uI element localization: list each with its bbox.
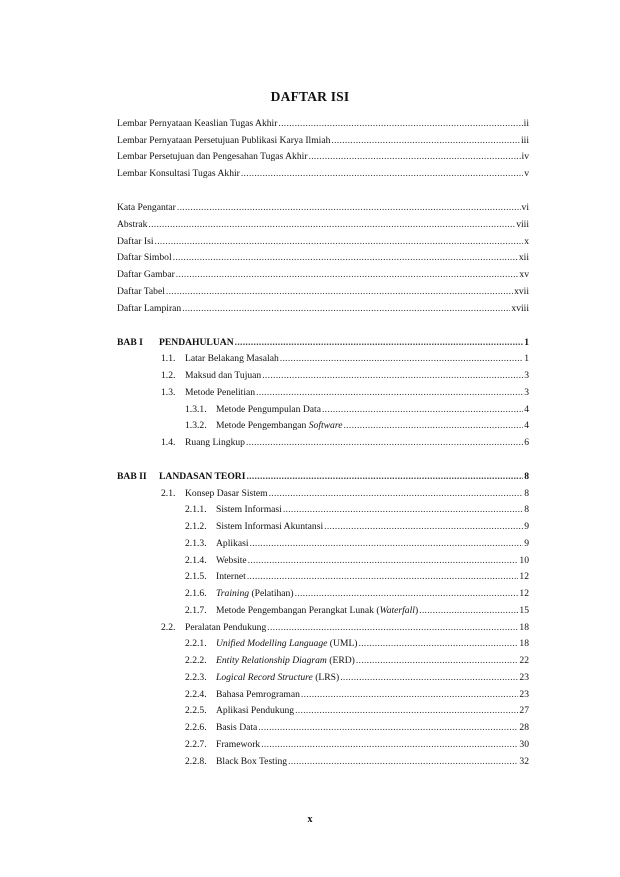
toc-entry-title: Website [216,555,247,566]
dot-leader [256,387,523,399]
toc-entry-page: 12 [519,588,529,599]
toc-entry-page: 12 [519,571,529,582]
toc-entry-page: 15 [519,605,529,616]
toc-entry-title: Maksud dan Tujuan [185,370,262,381]
dot-leader [241,168,523,180]
toc-entry-number: 1.4. [161,437,176,448]
toc-entry-page: 18 [519,638,529,649]
toc-entry-title: Daftar Isi [117,236,154,247]
toc-entry [185,605,529,617]
toc-entry-number: 1.3.1. [185,404,207,415]
toc-entry [161,370,529,382]
toc-entry [117,303,529,315]
dot-leader [356,655,519,667]
toc-entry-page: 8 [524,471,529,482]
toc-entry-title: Lembar Pernyataan Keaslian Tugas Akhir [117,118,278,129]
dot-leader [322,404,523,416]
dot-leader [261,739,518,751]
toc-entry [117,135,529,147]
toc-entry-page: xvii [514,286,529,297]
toc-entry [117,471,529,483]
dot-leader [331,135,520,147]
dot-leader [288,756,518,768]
dot-leader [258,722,518,734]
toc-entry-number: 1.3. [161,387,176,398]
toc-entry [161,437,529,449]
toc-entry [185,571,529,583]
toc-entry-page: 18 [519,622,529,633]
toc-entry [185,638,529,650]
dot-leader [309,151,521,163]
toc-entry [185,672,529,684]
toc-entry-number: 2.2.6. [185,722,207,733]
toc-entry-title: Aplikasi Pendukung [216,705,295,716]
toc-entry-number: 2.2. [161,622,176,633]
dot-leader [283,504,523,516]
dot-leader [295,588,519,600]
dot-leader [247,571,519,583]
dot-leader [343,420,523,432]
dot-leader [176,269,519,281]
toc-entry-page: 8 [524,488,529,499]
dot-leader [324,521,523,533]
toc-entry-title: Ruang Lingkup [185,437,245,448]
toc-entry-page: ii [523,118,529,129]
toc-entry-title-italic: Software [308,420,343,431]
toc-entry-number: 2.1.1. [185,504,207,515]
toc-entry-number: 1.2. [161,370,176,381]
toc-entry-page: vi [521,202,529,213]
toc-entry-number: 2.2.2. [185,655,207,666]
toc-entry [185,420,529,432]
toc-entry [117,337,529,349]
toc-entry-number: BAB I [117,337,143,348]
page-title: DAFTAR ISI [270,89,350,104]
toc-entry-title: Abstrak [117,219,148,230]
toc-entry [185,689,529,701]
dot-leader [419,605,518,617]
toc-entry-number: 2.1. [161,488,176,499]
dot-leader [155,236,524,248]
toc-entry-page: 23 [519,672,529,683]
toc-entry-page: 4 [524,420,529,431]
toc-entry-page: 4 [524,404,529,415]
toc-entry [185,655,529,667]
toc-entry [161,387,529,399]
dot-leader [262,370,523,382]
toc-entry-title: Lembar Persetujuan dan Pengesahan Tugas Akhir [117,151,308,162]
toc-entry-title-italic: Unified Modelling Language [216,638,328,649]
toc-entry [161,353,529,365]
toc-entry-number: 2.1.3. [185,538,207,549]
toc-entry-title-italic: Logical Record Structure [216,672,313,683]
dot-leader [246,471,523,483]
toc-entry-number: 2.1.7. [185,605,207,616]
dot-leader [166,286,513,298]
toc-entry-title: Basis Data [216,722,258,733]
toc-entry-page: 3 [524,387,529,398]
toc-entry-page: 32 [519,756,529,767]
toc-entry [117,219,529,231]
toc-entry [117,286,529,298]
toc-entry-number: 1.1. [161,353,176,364]
dot-leader [246,437,523,449]
toc-entry-title: Peralatan Pendukung [185,622,267,633]
toc-entry-title: Daftar Gambar [117,269,175,280]
dot-leader [250,538,524,550]
toc-entry [185,739,529,751]
toc-entry-title: Aplikasi [216,538,249,549]
toc-entry-number: 2.1.4. [185,555,207,566]
toc-entry-page: xii [518,252,529,263]
dot-leader [235,337,524,349]
toc-entry-number: 2.1.6. [185,588,207,599]
toc-entry-title: Metode Pengembangan Software [216,420,343,431]
toc-entry-title: LANDASAN TEORI [159,471,246,482]
dot-leader [177,202,521,214]
toc-entry-number: 2.2.4. [185,689,207,700]
toc-entry-title: Daftar Simbol [117,252,172,263]
toc-entry-page: 9 [524,538,529,549]
toc-entry-page: 3 [524,370,529,381]
toc-entry-page: xviii [511,303,529,314]
toc-entry-title: Metode Pengembangan Perangkat Lunak (Waterfall) [216,605,419,616]
toc-entry-title: Metode Pengumpulan Data [216,404,321,415]
dot-leader [340,672,518,684]
toc-entry [117,168,529,180]
dot-leader [267,622,518,634]
toc-entry-title: PENDAHULUAN [159,337,234,348]
toc-entry-number: 2.1.5. [185,571,207,582]
toc-entry-title-italic: Waterfall [379,605,415,616]
toc-entry [185,521,529,533]
toc-entry-title: Lembar Konsultasi Tugas Akhir [117,168,240,179]
toc-entry-number: 1.3.2. [185,420,207,431]
toc-entry-title: Daftar Lampiran [117,303,182,314]
toc-entry-title: Training (Pelatihan) [216,588,294,599]
toc-entry-page: x [524,236,529,247]
toc-entry [185,705,529,717]
toc-entry-page: 22 [519,655,529,666]
toc-entry [185,588,529,600]
toc-entry [185,722,529,734]
toc-entry-page: 28 [519,722,529,733]
toc-entry-number: 2.2.5. [185,705,207,716]
toc-entry-title: Sistem Informasi Akuntansi [216,521,324,532]
toc-entry [117,151,529,163]
toc-entry-page: 23 [519,689,529,700]
dot-leader [182,303,510,315]
toc-entry-number: 2.2.3. [185,672,207,683]
toc-entry-title: Latar Belakang Masalah [185,353,279,364]
toc-entry [161,488,529,500]
toc-entry [185,555,529,567]
toc-entry-title-italic: Training [216,588,250,599]
toc-entry-number: 2.1.2. [185,521,207,532]
toc-entry-page: 30 [519,739,529,750]
toc-entry [185,404,529,416]
toc-entry-title: Entity Relationship Diagram (ERD) [216,655,355,666]
toc-entry-page: 1 [524,353,529,364]
page-number: x [307,814,313,825]
toc-entry-title: Logical Record Structure (LRS) [216,672,340,683]
dot-leader [280,353,523,365]
toc-entry-title: Lembar Pernyataan Persetujuan Publikasi Karya Ilmiah [117,135,331,146]
dot-leader [148,219,515,231]
toc-entry [185,756,529,768]
toc-entry-title: Internet [216,571,246,582]
toc-entry-title: Bahasa Pemrograman [216,689,300,700]
toc-entry-page: 1 [524,337,529,348]
toc-entry-page: iii [521,135,529,146]
toc-entry-title: Daftar Tabel [117,286,165,297]
toc-entry-page: 10 [519,555,529,566]
toc-entry-number: 2.2.8. [185,756,207,767]
dot-leader [359,638,519,650]
toc-entry-title: Sistem Informasi [216,504,282,515]
dot-leader [269,488,524,500]
toc-entry-number: 2.2.7. [185,739,207,750]
toc-entry-number: 2.2.1. [185,638,207,649]
toc-entry [185,504,529,516]
toc-entry-title: Black Box Testing [216,756,288,767]
toc-entry-title-italic: Entity Relationship Diagram [216,655,327,666]
toc-entry-page: 8 [524,504,529,515]
toc-entry-page: viii [516,219,529,230]
toc-entry [161,622,529,634]
toc-entry-page: 6 [524,437,529,448]
toc-entry-title: Framework [216,739,261,750]
toc-entry [117,252,529,264]
toc-entry [117,269,529,281]
toc-entry-title: Konsep Dasar Sistem [185,488,268,499]
dot-leader [295,705,518,717]
dot-leader [278,118,522,130]
toc-entry-page: xv [519,269,529,280]
toc-entry-title: Unified Modelling Language (UML) [216,638,358,649]
toc-entry [117,118,529,130]
toc-entry-page: 9 [524,521,529,532]
toc-entry [185,538,529,550]
toc-entry-number: BAB II [117,471,147,482]
toc-entry [117,236,529,248]
dot-leader [248,555,519,567]
toc-entry [117,202,529,214]
toc-entry-page: 27 [519,705,529,716]
dot-leader [173,252,518,264]
toc-entry-page: iv [521,151,529,162]
toc-entry-title: Metode Penelitian [185,387,256,398]
toc-entry-page: v [524,168,529,179]
dot-leader [301,689,518,701]
toc-entry-title: Kata Pengantar [117,202,176,213]
